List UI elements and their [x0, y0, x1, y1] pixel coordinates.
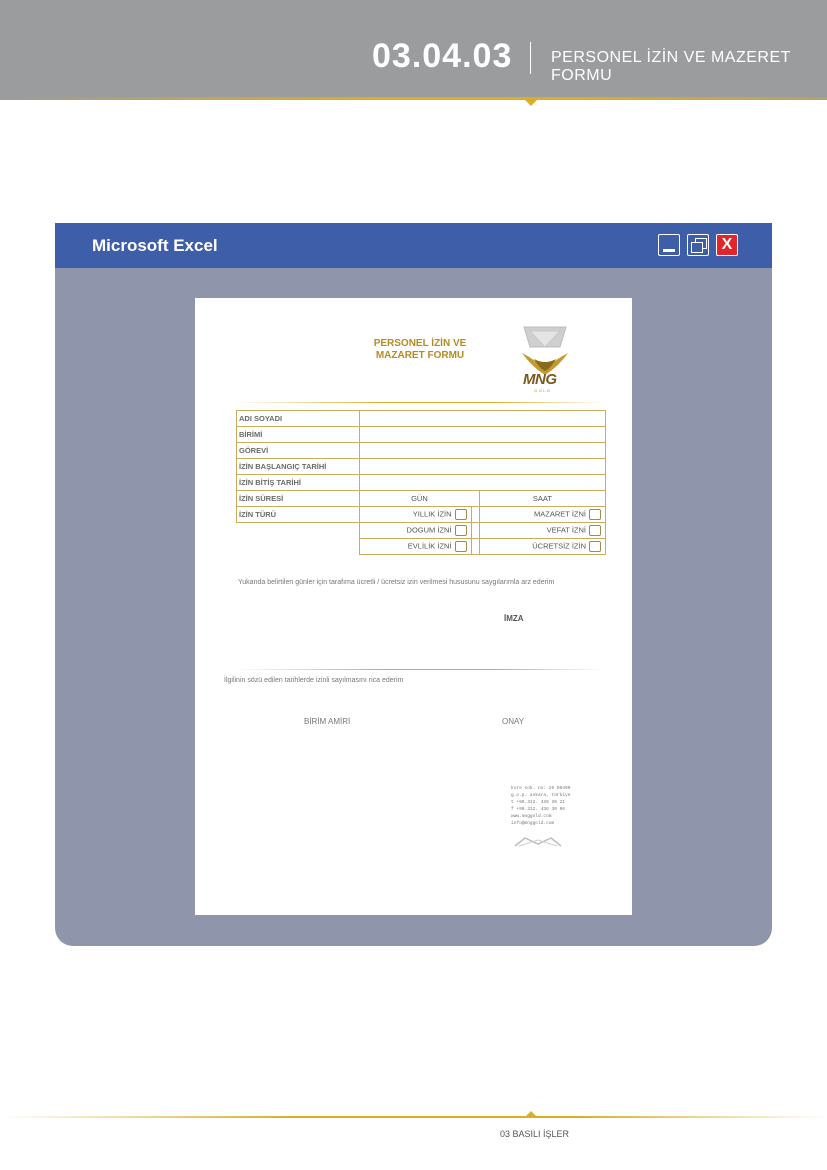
bereavement-leave-checkbox[interactable]: [589, 525, 601, 536]
option-label: EVLİLİK İZNİ: [360, 539, 472, 555]
birth-leave-checkbox[interactable]: [455, 525, 467, 536]
header-notch: [525, 100, 537, 106]
header-gold-line: [0, 97, 827, 100]
row-label: İZİN BAŞLANGIÇ TARİHİ: [237, 459, 360, 475]
row-label: İZİN SÜRESİ: [237, 491, 360, 507]
duration-hour-label: SAAT: [479, 491, 605, 507]
form-document: [195, 298, 632, 915]
section-title: PERSONEL İZİN VE MAZERET FORMU: [551, 49, 791, 84]
table-row: [237, 523, 606, 539]
option-label: ÜCRETSİZ İZİN: [479, 539, 605, 555]
row-label: GÖREVİ: [237, 443, 360, 459]
duration-day-label: GÜN: [360, 491, 480, 507]
form-title: [355, 338, 485, 362]
approval-text: İlgilinin sözü edilen tarihlerde izinli sayılmasını rica ederim: [224, 677, 404, 684]
unit-field[interactable]: [360, 427, 606, 443]
unit-manager-label: BİRİM AMİRİ: [304, 717, 351, 726]
form-title-line2: MAZARET FORMU: [375, 350, 465, 361]
table-row: [237, 443, 606, 459]
end-date-field[interactable]: [360, 475, 606, 491]
title-divider: [235, 402, 605, 403]
annual-leave-checkbox[interactable]: [455, 509, 467, 520]
request-text: Yukanda belirtilen günler için tarafıma ücretli / ücretsiz izin verilmesi hususunu saygılarımla arz ederim: [238, 579, 555, 586]
window-title: Microsoft Excel: [92, 236, 218, 255]
middle-divider: [235, 669, 605, 670]
logo-subtext: GOLD: [534, 388, 552, 393]
footer-logo-mark-icon: [513, 834, 563, 848]
marriage-leave-checkbox[interactable]: [455, 541, 467, 552]
unpaid-leave-checkbox[interactable]: [589, 541, 601, 552]
option-label: MAZARET İZNİ: [479, 507, 605, 523]
option-label: YILLIK İZİN: [360, 507, 472, 523]
row-label: İZİN BİTİŞ TARİHİ: [237, 475, 360, 491]
section-number: 03.04.03: [372, 37, 513, 75]
logo-text: MNG: [523, 371, 557, 388]
section-separator: [530, 42, 531, 74]
company-address: kore sok. no: 25 06490 g.o.p. ankara, türkiye t +90.312. 436 30 21 f +90.312. 436 30 96 www.mnggold.com info@mnggold.com: [511, 786, 571, 826]
window-titlebar: [55, 223, 772, 268]
signature-label: İMZA: [504, 614, 524, 623]
approve-label: ONAY: [502, 717, 525, 726]
footer-gold-line: [0, 1116, 827, 1118]
table-row: [237, 411, 606, 427]
position-field[interactable]: [360, 443, 606, 459]
row-label: BİRİMİ: [237, 427, 360, 443]
table-row: [237, 427, 606, 443]
table-row: [237, 491, 606, 507]
excuse-leave-checkbox[interactable]: [589, 509, 601, 520]
name-field[interactable]: [360, 411, 606, 427]
row-label: İZİN TÜRÜ: [237, 507, 360, 523]
start-date-field[interactable]: [360, 459, 606, 475]
option-label: DOGUM İZNİ: [360, 523, 472, 539]
table-row: [237, 459, 606, 475]
footer-notch: [526, 1111, 536, 1116]
table-row: [237, 475, 606, 491]
row-label: ADI SOYADI: [237, 411, 360, 427]
table-row: [237, 507, 606, 523]
option-label: VEFAT İZNİ: [479, 523, 605, 539]
excel-window: [55, 223, 772, 946]
leave-form-table: [236, 410, 606, 555]
close-button[interactable]: X: [716, 234, 738, 256]
minimize-button[interactable]: [658, 234, 680, 256]
footer-text: 03 BASILI İŞLER: [500, 1129, 570, 1139]
header-bar: [0, 0, 827, 100]
form-title-line1: PERSONEL İZİN VE: [373, 338, 467, 349]
table-row: [237, 539, 606, 555]
restore-button[interactable]: [687, 234, 709, 256]
